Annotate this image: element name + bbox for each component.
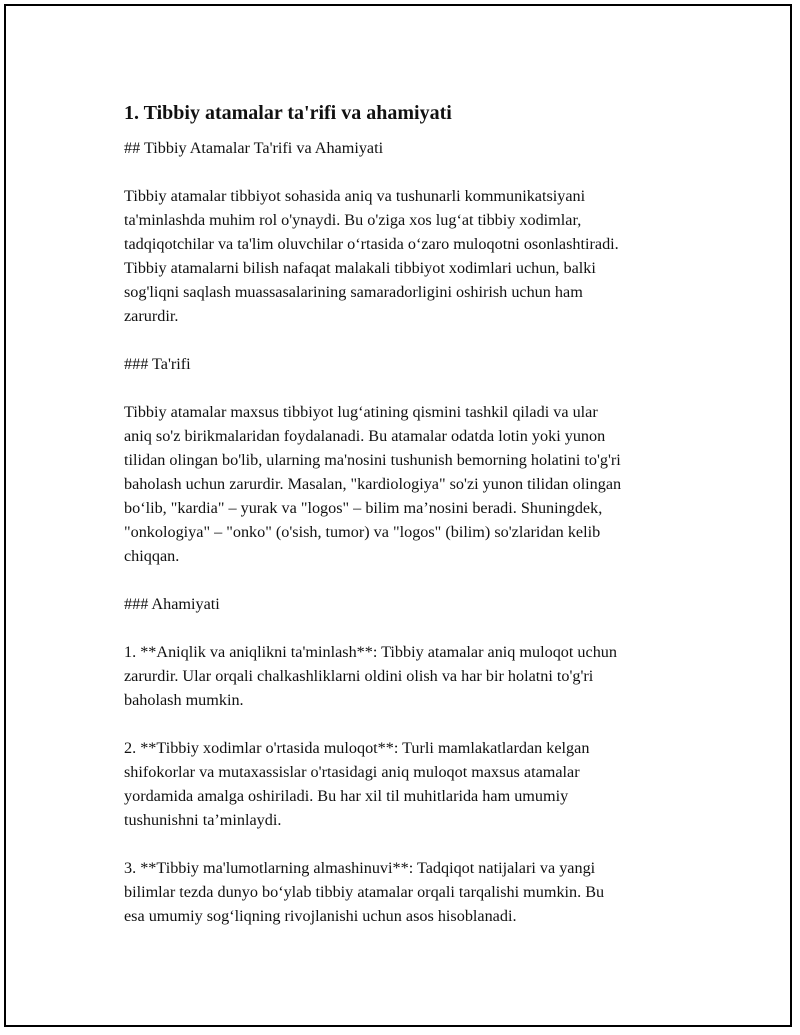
list-item-3: [124, 856, 694, 928]
paragraph-line: zarurdir.: [124, 307, 179, 325]
list-item-2: [124, 736, 694, 832]
paragraph-line: yordamida amalga oshiriladi. Bu har xil til muhitlarida ham umumiy: [124, 787, 569, 805]
paragraph-line: 1. **Aniqlik va aniqlikni ta'minlash**: Tibbiy atamalar aniq muloqot uchun: [124, 643, 617, 661]
paragraph-line: sog'liqni saqlash muassasalarining samaradorligini oshirish uchun ham: [124, 283, 583, 301]
heading-line: ### Ahamiyati: [124, 595, 220, 613]
tarif-paragraph: [124, 400, 694, 568]
tarif-heading: [124, 352, 694, 376]
heading-line: ### Ta'rifi: [124, 355, 191, 373]
document-title: 1. Tibbiy atamalar ta'rifi va ahamiyati: [124, 102, 452, 124]
paragraph-line: bilimlar tezda dunyo bo‘ylab tibbiy atamalar orqali tarqalishi mumkin. Bu: [124, 883, 605, 901]
paragraph-line: Tibbiy atamalar maxsus tibbiyot lug‘atining qismini tashkil qiladi va ular: [124, 403, 598, 421]
paragraph-line: bo‘lib, "kardia" – yurak va "logos" – bilim ma’nosini beradi. Shuningdek,: [124, 499, 603, 517]
paragraph-line: baholash uchun zarurdir. Masalan, "kardiologiya" so'zi yunon tilidan olingan: [124, 475, 622, 493]
page-frame: [4, 4, 792, 1027]
paragraph-line: Tibbiy atamalarni bilish nafaqat malakali tibbiyot xodimlari uchun, balki: [124, 259, 596, 277]
paragraph-line: tilidan olingan bo'lib, ularning ma'nosini tushunish bemorning holatini to'g'ri: [124, 451, 621, 469]
paragraph-line: tadqiqotchilar va ta'lim oluvchilar o‘rtasida o‘zaro muloqotni osonlashtiradi.: [124, 235, 619, 253]
document-body: [124, 100, 694, 952]
paragraph-line: ta'minlashda muhim rol o'ynaydi. Bu o'ziga xos lug‘at tibbiy xodimlar,: [124, 211, 582, 229]
intro-paragraph: [124, 184, 694, 328]
paragraph-line: tushunishni ta’minlaydi.: [124, 811, 282, 829]
paragraph-line: Tibbiy atamalar tibbiyot sohasida aniq va tushunarli kommunikatsiyani: [124, 187, 586, 205]
paragraph-line: baholash mumkin.: [124, 691, 244, 709]
paragraph-line: esa umumiy sog‘liqning rivojlanishi uchun asos hisoblanadi.: [124, 907, 517, 925]
heading-line: ## Tibbiy Atamalar Ta'rifi va Ahamiyati: [124, 139, 384, 157]
list-item-1: [124, 640, 694, 712]
paragraph-line: 2. **Tibbiy xodimlar o'rtasida muloqot**: Turli mamlakatlardan kelgan: [124, 739, 590, 757]
paragraph-line: chiqqan.: [124, 547, 180, 565]
main-heading: [124, 136, 694, 160]
paragraph-line: shifokorlar va mutaxassislar o'rtasidagi aniq muloqot maxsus atamalar: [124, 763, 580, 781]
ahamiyati-heading: [124, 592, 694, 616]
paragraph-line: zarurdir. Ular orqali chalkashliklarni oldini olish va har bir holatni to'g'ri: [124, 667, 594, 685]
paragraph-line: "onkologiya" – "onko" (o'sish, tumor) va "logos" (bilim) so'zlaridan kelib: [124, 523, 601, 541]
paragraph-line: 3. **Tibbiy ma'lumotlarning almashinuvi**: Tadqiqot natijalari va yangi: [124, 859, 596, 877]
paragraph-line: aniq so'z birikmalaridan foydalanadi. Bu atamalar odatda lotin yoki yunon: [124, 427, 606, 445]
